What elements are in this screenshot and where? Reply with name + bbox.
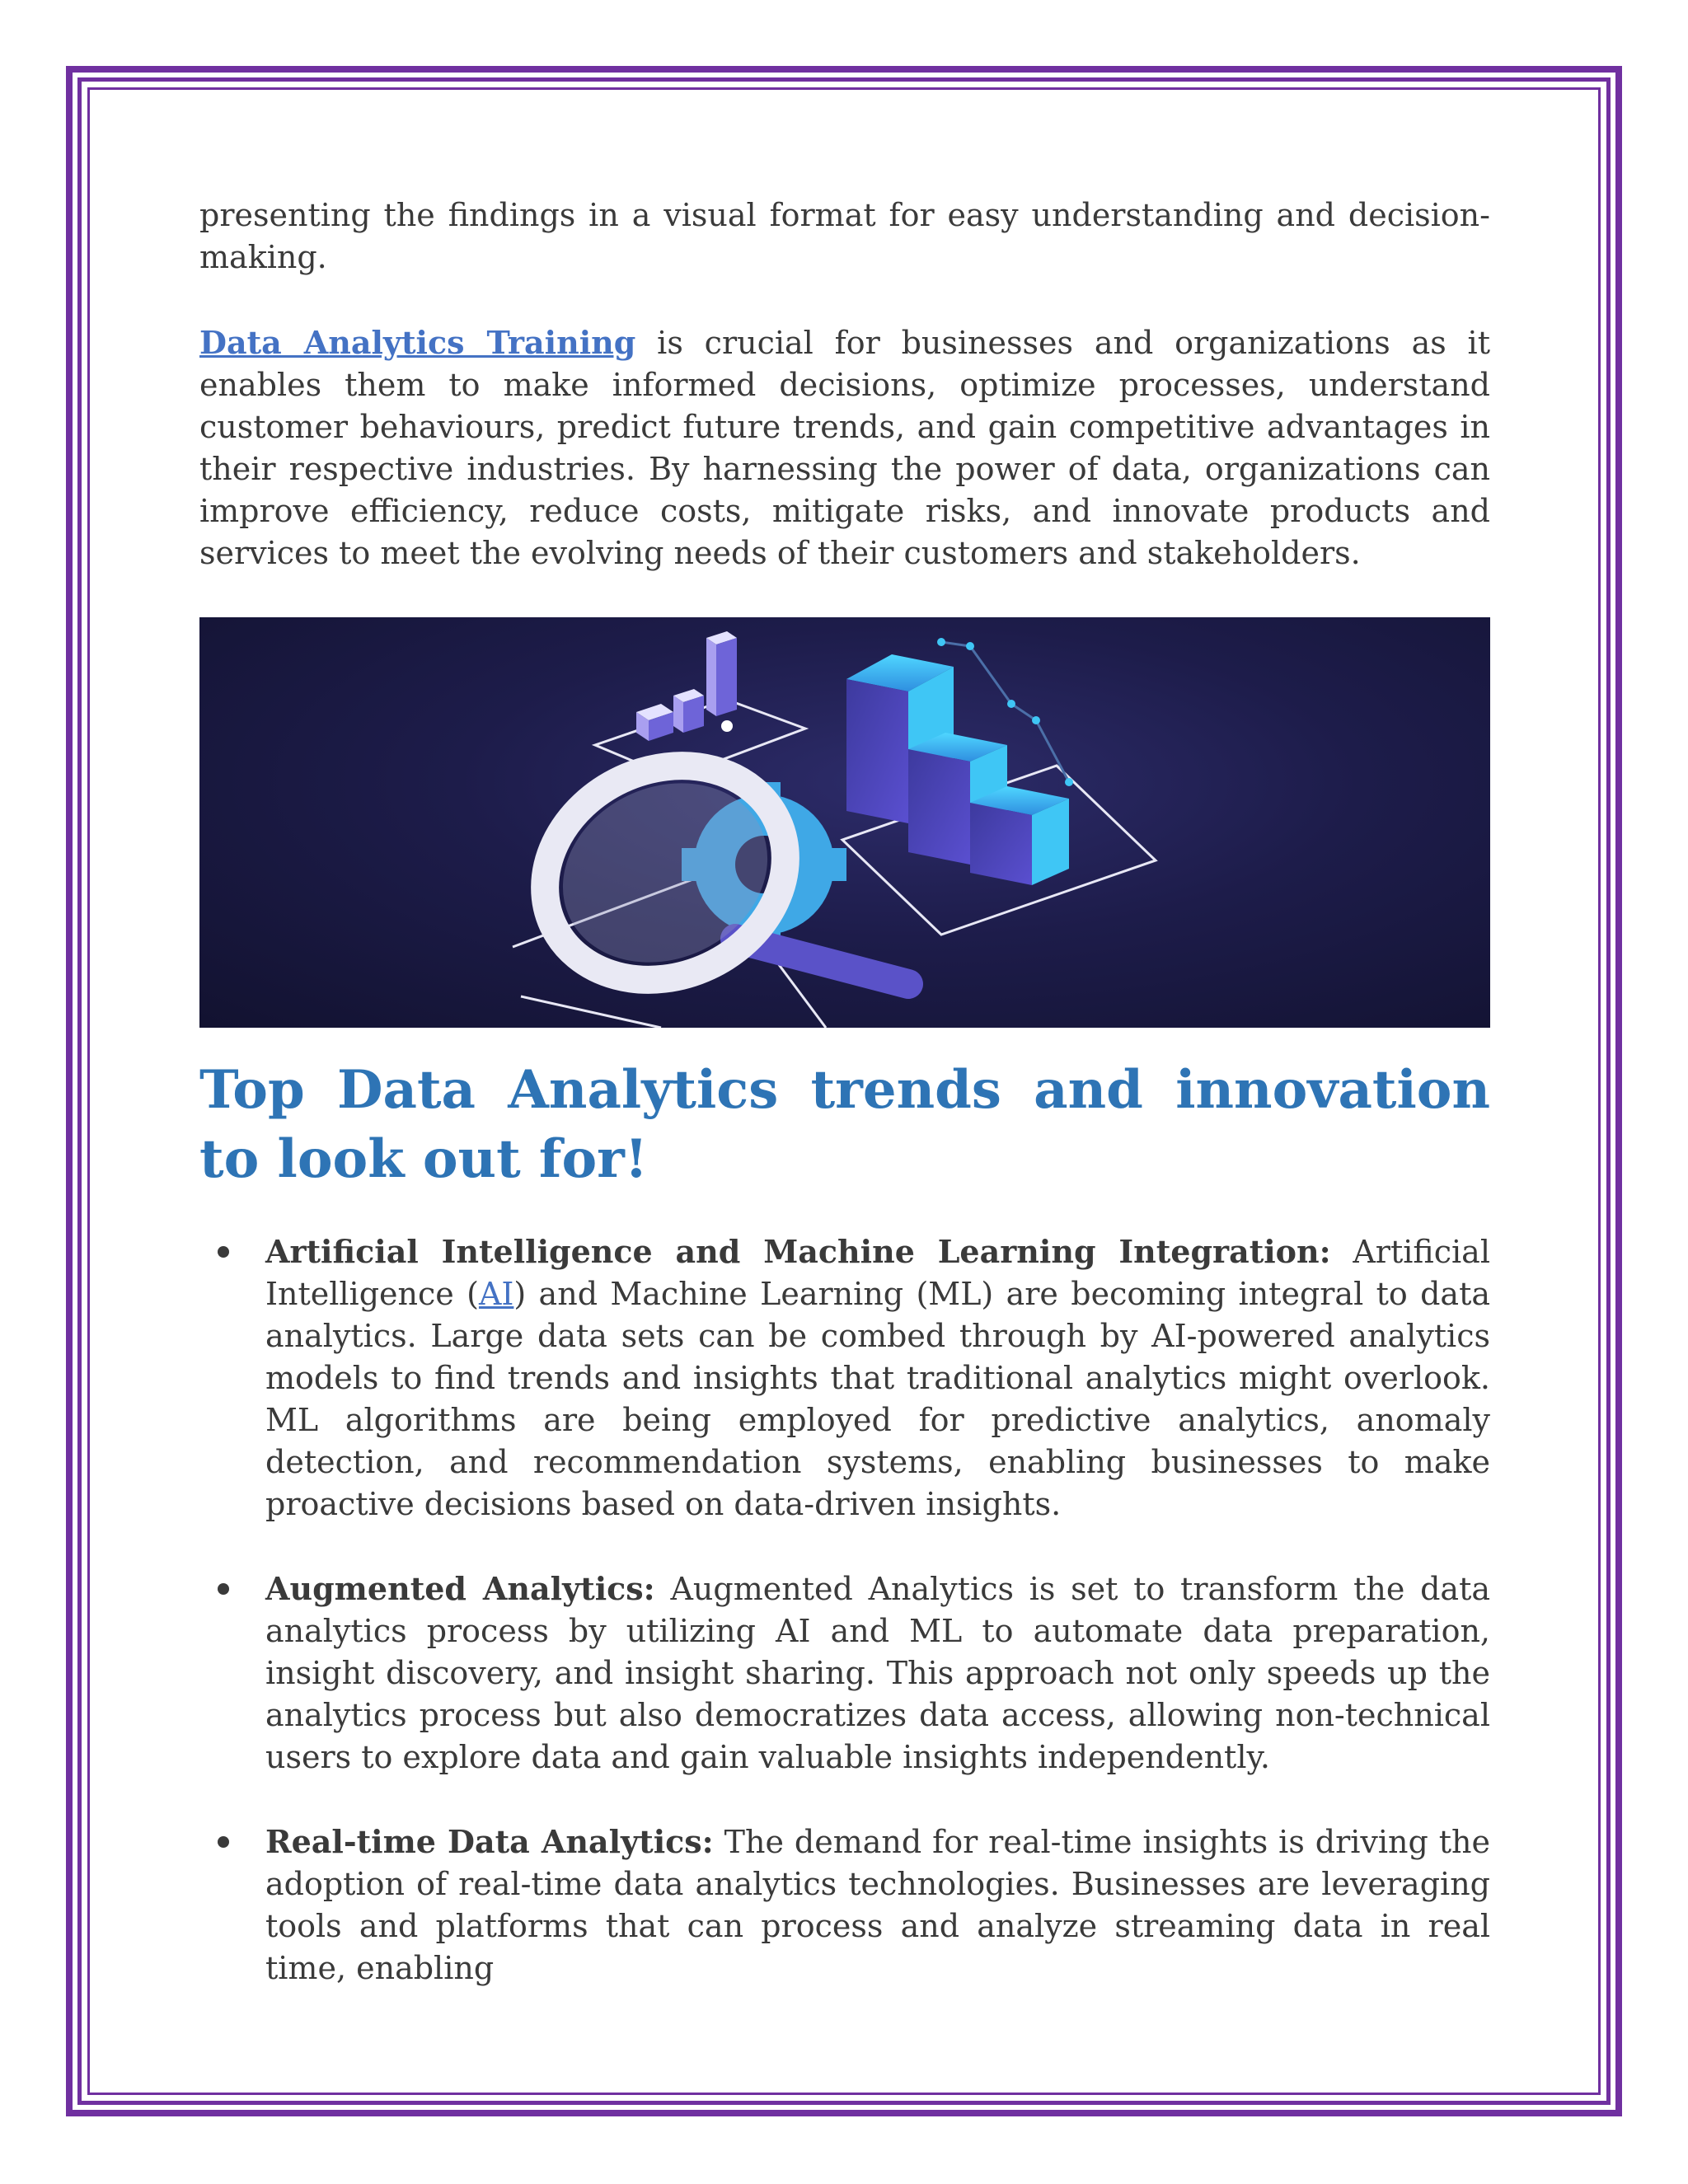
data-analytics-illustration-icon (199, 617, 1490, 1028)
trend-body: The demand for real-time insights is driving the adoption of real-time data analytics technologies. Businesses are leveraging tools and platforms that can process and analyze streaming data in real time, enabling (265, 1824, 1491, 1986)
intro-paragraph: presenting the findings in a visual format for easy understanding and decision-making. (199, 197, 1490, 275)
list-item (199, 1821, 1490, 1990)
trend-text (265, 1821, 1490, 1990)
bullet-icon (218, 1583, 229, 1595)
trend-title: Artificial Intelligence and Machine Learning Integration: (265, 1233, 1331, 1270)
trend-text (265, 1230, 1490, 1526)
trend-title: Real-time Data Analytics: (265, 1823, 714, 1860)
trend-body-pre: Artificial Intelligence ( (265, 1234, 1490, 1312)
training-body: is crucial for businesses and organizations as it enables them to make informed decisions, optimize processes, understand customer behaviours, predict future trends, and gain competitive advantages in their respective industries. By harnessing the power of data, organizations can improve efficiency, reduce costs, mitigate risks, and innovate products and services to meet the evolving needs of their customers and stakeholders. (199, 325, 1490, 571)
list-item (199, 1568, 1490, 1779)
section-title: Top Data Analytics trends and innovation to look out for! (199, 1059, 1490, 1190)
data-analytics-training-link[interactable]: Data Analytics Training (199, 324, 636, 361)
trend-title: Augmented Analytics: (265, 1570, 655, 1607)
trend-body: Augmented Analytics is set to transform the data analytics process by utilizing AI and ML to automate data preparation, insight discovery, and insight sharing. This approach not only speeds up the analytics process but also democratizes data access, allowing non-technical users to explore data and gain valuable insights independently. (265, 1571, 1490, 1775)
training-paragraph (199, 321, 1490, 574)
bullet-icon (218, 1836, 229, 1848)
trend-body-post: ) and Machine Learning (ML) are becoming integral to data analytics. Large data sets can be combed through by AI-powered analytics models to find trends and insights that traditional analytics might overlook. ML algorithms are being employed for predictive analytics, anomaly detection, and recommendation systems, enabling businesses to make proactive decisions based on data-driven insights. (265, 1276, 1490, 1522)
page-content (199, 194, 1490, 1990)
trends-list (199, 1230, 1490, 1990)
list-item (199, 1230, 1490, 1526)
trend-text (265, 1568, 1490, 1779)
bullet-icon (218, 1246, 229, 1258)
ai-link[interactable]: AI (478, 1276, 514, 1312)
